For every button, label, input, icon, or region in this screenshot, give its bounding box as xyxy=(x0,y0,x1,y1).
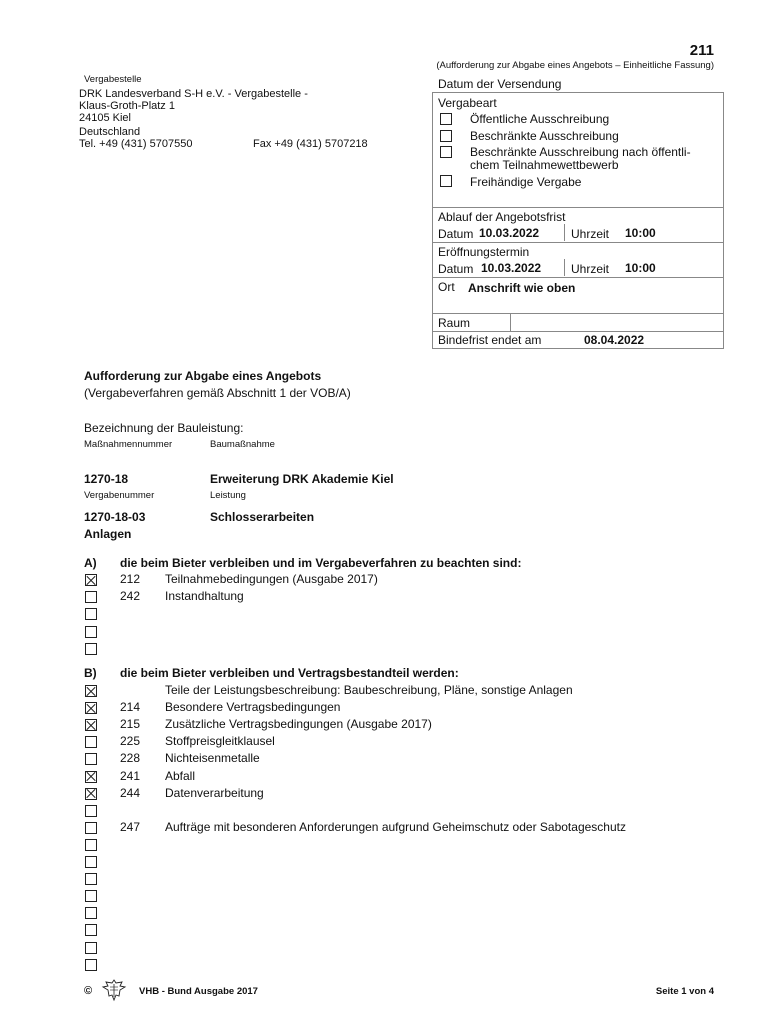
section-b-row-text: Nichteisenmetalle xyxy=(165,751,260,766)
baumassnahme-label: Baumaßnahme xyxy=(210,439,275,450)
section-b-row-checkbox[interactable] xyxy=(85,771,97,783)
info-box xyxy=(432,92,724,349)
footer-edition: VHB - Bund Ausgabe 2017 xyxy=(139,986,258,997)
section-a-row-number: 212 xyxy=(120,572,141,586)
section-b-row-text: Teile der Leistungsbeschreibung: Baubeschreibung, Pläne, sonstige Anlagen xyxy=(165,683,573,697)
vergabenummer: 1270-18-03 xyxy=(84,510,146,524)
section-b-row-checkbox[interactable] xyxy=(85,736,97,748)
eroeffnung-datum[interactable]: 10.03.2022 xyxy=(481,261,542,275)
section-b-row-checkbox[interactable] xyxy=(85,873,97,885)
section-b-row-checkbox[interactable] xyxy=(85,924,97,936)
option-label-beschraenkt-twb-2: chem Teilnahmewettbewerb xyxy=(470,158,619,172)
section-b-row-number: 241 xyxy=(120,768,141,783)
section-b-row-checkbox[interactable] xyxy=(85,942,97,954)
massnahmennummer-label: Maßnahmennummer xyxy=(84,439,173,450)
sender-country: Deutschland xyxy=(79,126,141,138)
section-b-row-text: Zusätzliche Vertragsbedingungen (Ausgabe 2017) xyxy=(165,717,432,732)
section-b-row-checkbox[interactable] xyxy=(85,856,97,868)
section-b-row-checkbox[interactable] xyxy=(85,907,97,919)
bindefrist-value[interactable]: 08.04.2022 xyxy=(584,333,645,347)
section-b-row-number: 225 xyxy=(120,734,141,749)
section-b-row-number: 247 xyxy=(120,819,141,834)
form-number: 211 xyxy=(689,42,714,59)
ablauf-datum-label: Datum xyxy=(438,227,474,241)
massnahmennummer: 1270-18 xyxy=(84,472,129,486)
option-checkbox-beschraenkt[interactable] xyxy=(440,130,452,142)
section-b-row-text: Besondere Vertragsbedingungen xyxy=(165,700,341,715)
copyright-symbol: © xyxy=(84,985,93,997)
ort-value[interactable]: Anschrift wie oben xyxy=(468,281,576,295)
section-a-row-checkbox[interactable] xyxy=(85,643,97,655)
eroeffnung-label: Eröffnungstermin xyxy=(438,245,530,259)
option-checkbox-freihaendig[interactable] xyxy=(440,175,452,187)
section-b-row-checkbox[interactable] xyxy=(85,685,97,697)
eroeffnung-uhrzeit[interactable]: 10:00 xyxy=(625,261,656,275)
sender-tel: Tel. +49 (431) 5707550 xyxy=(79,138,193,150)
section-b-row-text: Aufträge mit besonderen Anforderungen aufgrund Geheimschutz oder Sabotageschutz xyxy=(165,819,626,834)
footer-page: Seite 1 von 4 xyxy=(655,986,714,997)
eroeffnung-datum-label: Datum xyxy=(438,262,474,276)
baumassnahme: Erweiterung DRK Akademie Kiel xyxy=(210,472,394,486)
page-title: Aufforderung zur Abgabe eines Angebots xyxy=(84,369,322,383)
anlagen-heading: Anlagen xyxy=(84,527,132,541)
section-a-row-checkbox[interactable] xyxy=(85,608,97,620)
sender-street: Klaus-Groth-Platz 1 xyxy=(79,100,175,112)
option-label-beschraenkt: Beschränkte Ausschreibung xyxy=(470,129,619,143)
raum-label: Raum xyxy=(438,316,471,330)
option-label-beschraenkt-twb: Beschränkte Ausschreibung nach öffentli- xyxy=(470,145,691,159)
section-b-row-checkbox[interactable] xyxy=(85,753,97,765)
ort-label: Ort xyxy=(438,280,455,294)
eroeffnung-uhrzeit-label: Uhrzeit xyxy=(571,262,610,276)
section-b-row-checkbox[interactable] xyxy=(85,822,97,834)
section-b-heading: die beim Bieter verbleiben und Vertragsbestandteil werden: xyxy=(120,666,459,680)
option-label-freihaendig: Freihändige Vergabe xyxy=(470,175,582,189)
section-b-row-number: 244 xyxy=(120,785,141,800)
federal-eagle-icon xyxy=(101,978,127,1002)
section-b-row-text: Datenverarbeitung xyxy=(165,785,264,800)
ablauf-uhrzeit-label: Uhrzeit xyxy=(571,227,610,241)
vergabeart-label: Vergabeart xyxy=(438,96,497,110)
section-b-row-checkbox[interactable] xyxy=(85,805,97,817)
section-a-row-checkbox[interactable] xyxy=(85,626,97,638)
sender-label: Vergabestelle xyxy=(84,74,142,85)
sender-city: 24105 Kiel xyxy=(79,112,131,124)
section-b-row-number: 215 xyxy=(120,717,141,732)
section-a-row-checkbox[interactable] xyxy=(85,591,97,603)
sender-name: DRK Landesverband S-H e.V. - Vergabestelle - xyxy=(79,88,308,100)
section-b-row-checkbox[interactable] xyxy=(85,702,97,714)
option-checkbox-oeffentlich[interactable] xyxy=(440,113,452,125)
section-a-row-number: 242 xyxy=(120,589,141,604)
section-b-row-checkbox[interactable] xyxy=(85,788,97,800)
vergabenummer-label: Vergabenummer xyxy=(84,490,155,501)
leistung: Schlosserarbeiten xyxy=(210,510,315,524)
ablauf-uhrzeit[interactable]: 10:00 xyxy=(625,226,656,240)
section-b-row-number: 228 xyxy=(120,751,141,766)
sender-fax: Fax +49 (431) 5707218 xyxy=(253,138,368,150)
leistung-label: Leistung xyxy=(210,490,246,501)
section-b-row-text: Stoffpreisgleitklausel xyxy=(165,734,275,749)
section-b-row-number: 214 xyxy=(120,700,141,715)
section-a-row-text: Instandhaltung xyxy=(165,589,244,604)
section-b-row-text: Abfall xyxy=(165,768,196,783)
section-b-row-checkbox[interactable] xyxy=(85,959,97,971)
section-a-row-text: Teilnahmebedingungen (Ausgabe 2017) xyxy=(165,572,378,586)
section-b-row-checkbox[interactable] xyxy=(85,839,97,851)
page-subtitle: (Vergabeverfahren gemäß Abschnitt 1 der VOB/A) xyxy=(84,386,351,400)
section-b-row-checkbox[interactable] xyxy=(85,719,97,731)
form-subtitle: (Aufforderung zur Abgabe eines Angebots – Einheitliche Fassung) xyxy=(436,60,714,71)
ablauf-datum[interactable]: 10.03.2022 xyxy=(479,226,540,240)
bindefrist-label: Bindefrist endet am xyxy=(438,333,542,347)
section-a-row-checkbox[interactable] xyxy=(85,574,97,586)
datum-versendung-label: Datum der Versendung xyxy=(438,77,562,91)
option-checkbox-beschraenkt-twb[interactable] xyxy=(440,146,452,158)
section-a-letter: A) xyxy=(84,556,97,570)
option-label-oeffentlich: Öffentliche Ausschreibung xyxy=(470,112,610,126)
section-b-row-checkbox[interactable] xyxy=(85,890,97,902)
section-b-letter: B) xyxy=(84,666,97,680)
ablauf-label: Ablauf der Angebotsfrist xyxy=(438,210,566,224)
bezeichnung-label: Bezeichnung der Bauleistung: xyxy=(84,421,244,435)
section-a-heading: die beim Bieter verbleiben und im Vergabeverfahren zu beachten sind: xyxy=(120,556,522,570)
